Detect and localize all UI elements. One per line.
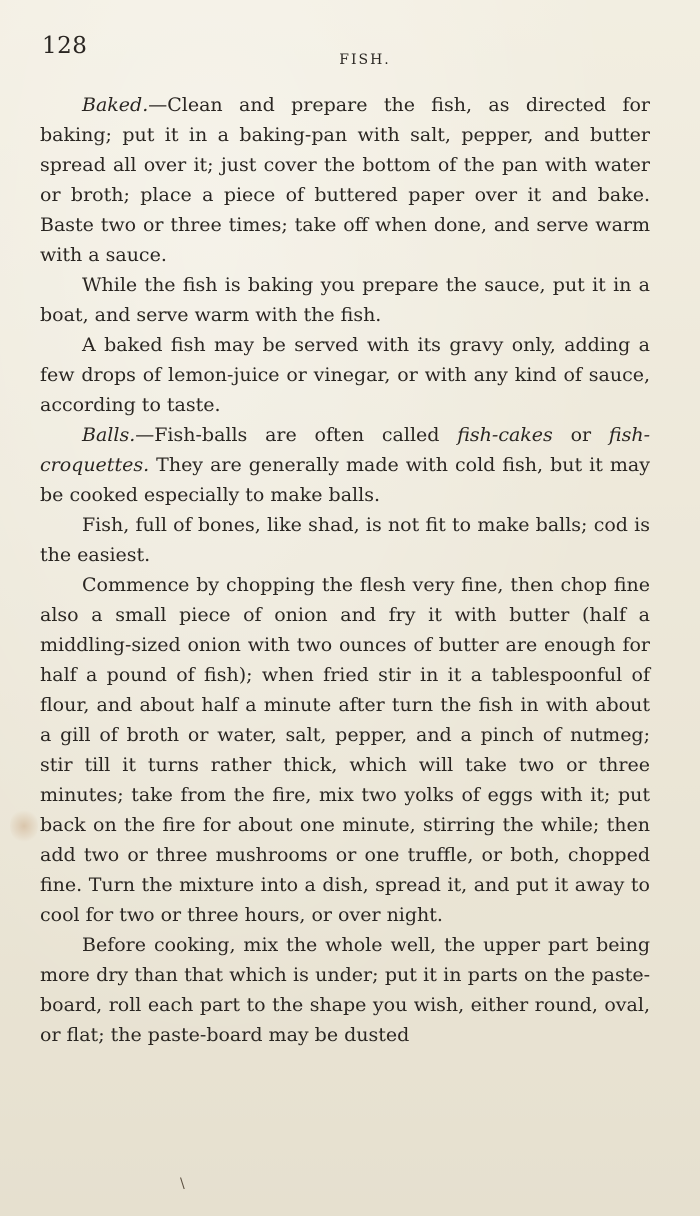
body-text bbox=[40, 90, 650, 1050]
paragraph bbox=[40, 930, 650, 1050]
paragraph-text: Fish, full of bones, like shad, is not fit to make balls; cod is the easiest. bbox=[40, 514, 650, 566]
paragraph-text: Commence by chopping the flesh very fine, then chop fine also a small piece of onion and fry it with butter (half a middling-sized onion with two ounces of butter are enough for half a pound of fish); when fried stir in it a tablespoonful of flour, and about half a minute after turn the fish in with about a gill of broth or water, salt, pepper, and a pinch of nutmeg; stir till it turns rather thick, which will take two or three minutes; take from the fire, mix two yolks of eggs with it; put back on the fire for about one minute, stirring the while; then add two or three mushrooms or one truffle, or both, chopped fine. Turn the mixture into a dish, spread it, and put it away to cool for two or three hours, or over night. bbox=[40, 574, 650, 926]
paragraph bbox=[40, 330, 650, 420]
section-lead-baked: Baked. bbox=[82, 94, 149, 116]
paper-speck: \ bbox=[180, 1176, 185, 1192]
page-number: 128 bbox=[42, 33, 88, 59]
section-lead-balls: Balls. bbox=[82, 424, 136, 446]
paragraph bbox=[40, 510, 650, 570]
paragraph-text: —Clean and prepare the fish, as directed for baking; put it in a baking-pan with salt, pepper, and butter spread all over it; just cover the bottom of the pan with water or broth; place a piece of buttered paper over it and bake. Baste two or three times; take off when done, and serve warm with a sauce. bbox=[40, 94, 650, 266]
paragraph-text: A baked fish may be served with its gravy only, adding a few drops of lemon-juice or vinegar, or with any kind of sauce, according to taste. bbox=[40, 334, 650, 416]
paragraph bbox=[40, 270, 650, 330]
paragraph-text: or bbox=[552, 424, 609, 446]
paragraph-text: —Fish-balls are often called bbox=[135, 424, 458, 446]
paragraph-text: Before cooking, mix the whole well, the upper part being more dry than that which is under; put it in parts on the paste-board, roll each part to the shape you wish, either round, oval, or flat; the paste-board may be dusted bbox=[40, 934, 650, 1046]
paper-stain bbox=[10, 808, 38, 844]
paragraph-text: They are generally made with cold fish, but it may be cooked especially to make balls. bbox=[40, 454, 650, 506]
paragraph-baked bbox=[40, 90, 650, 270]
paragraph bbox=[40, 570, 650, 930]
italic-term: fish-croquettes. bbox=[40, 424, 650, 476]
paragraph-text: While the fish is baking you prepare the sauce, put it in a boat, and serve warm with the fish. bbox=[40, 274, 650, 326]
paragraph-balls bbox=[40, 420, 650, 510]
italic-term: fish-cakes bbox=[457, 424, 553, 446]
running-head: FISH. bbox=[339, 52, 391, 68]
